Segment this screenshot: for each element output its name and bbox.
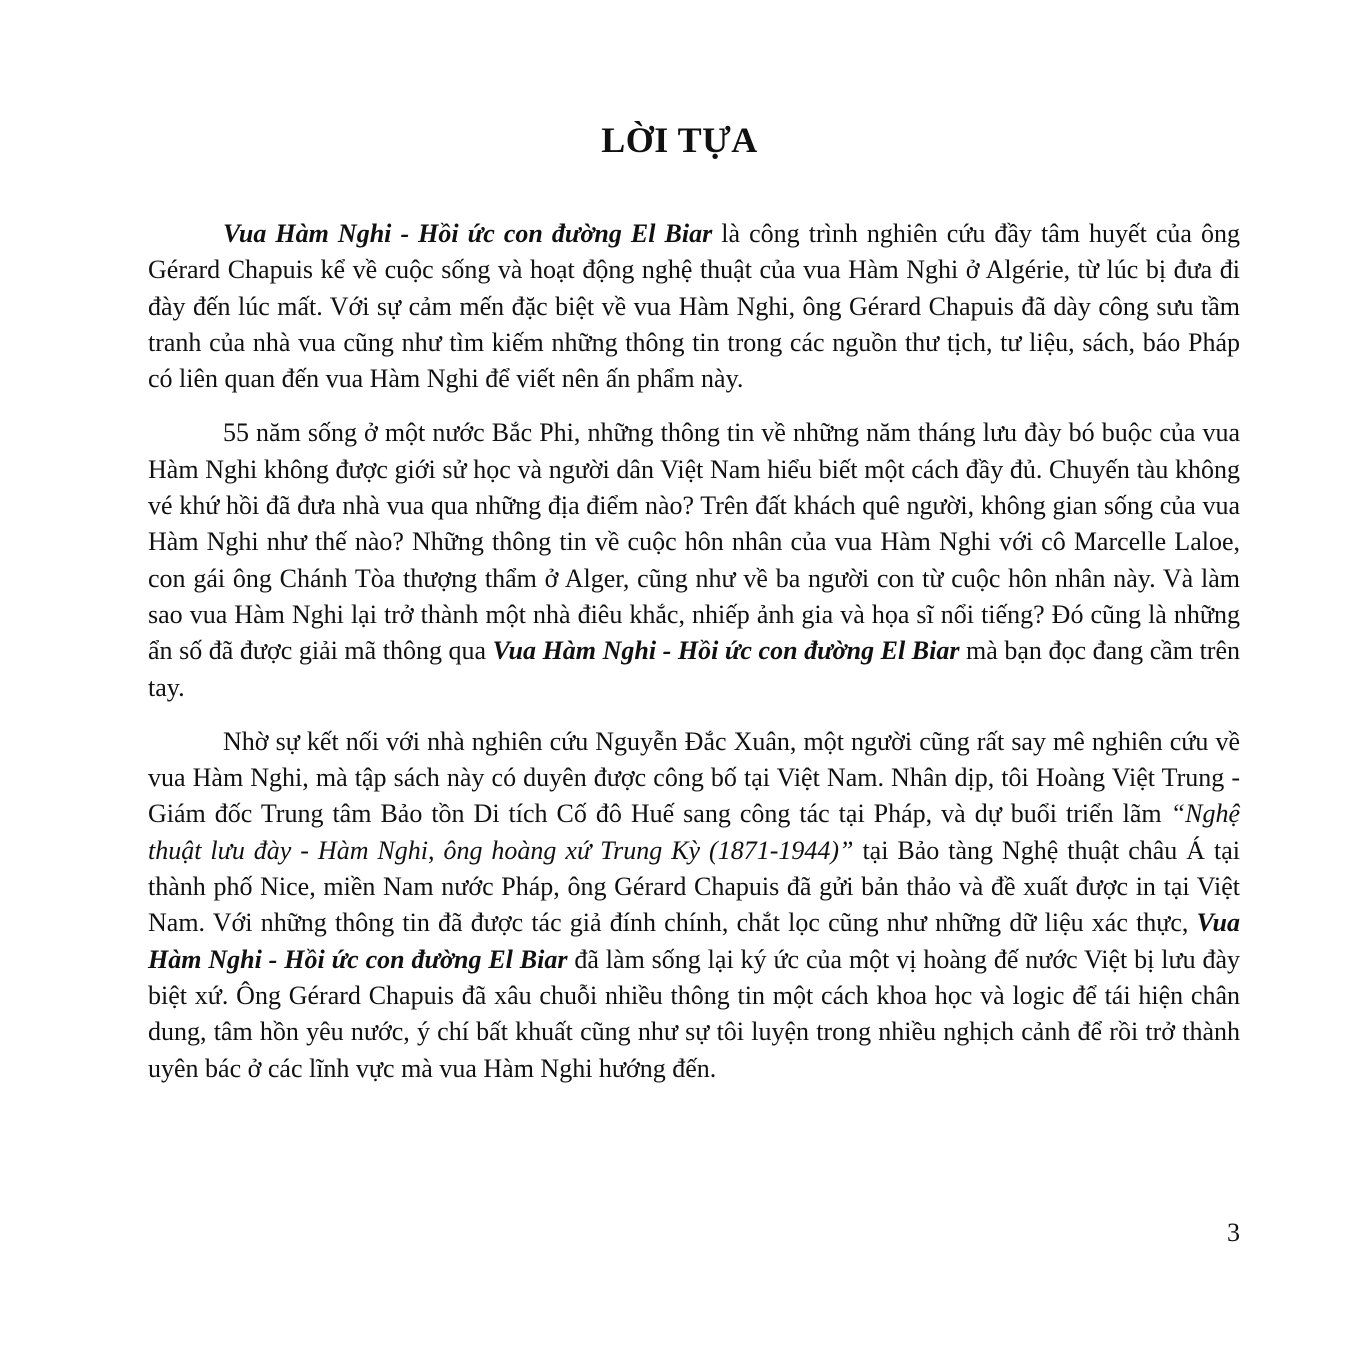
paragraph-text: mà bạn đọc đang cầm trên tay.	[148, 636, 1240, 702]
exhibition-title: “Nghệ thuật lưu đày - Hàm Nghi, ông hoàng xứ Trung Kỳ (1871-1944)”	[148, 799, 1240, 865]
paragraph-text: đã làm sống lại ký ức của một vị hoàng đế nước Việt bị lưu đày biệt xứ. Ông Gérard Chapuis đã xâu chuỗi nhiều thông tin một cách khoa học và logic để tái hiện chân dung, tâm hồn yêu nước, ý chí bất khuất cũng như sự tôi luyện trong nhiều nghịch cảnh để rồi trở thành uyên bác ở các lĩnh vực mà vua Hàm Nghi hướng đến.	[148, 944, 1240, 1083]
paragraph-text: Nhờ sự kết nối với nhà nghiên cứu Nguyễn Đắc Xuân, một người cũng rất say mê nghiên cứu về vua Hàm Nghi, mà tập sách này có duyên được công bố tại Việt Nam. Nhân dịp, tôi Hoàng Việt Trung - Giám đốc Trung tâm Bảo tồn Di tích Cố đô Huế sang công tác tại Pháp, và dự buổi triển lãm	[148, 726, 1240, 829]
book-title-reference: Vua Hàm Nghi - Hồi ức con đường El Biar	[223, 219, 713, 248]
body-text	[148, 216, 1240, 1105]
paragraph-2	[148, 415, 1240, 705]
book-title-reference: Vua Hàm Nghi - Hồi ức con đường El Biar	[148, 908, 1240, 974]
page-title: LỜI TỰA	[601, 120, 758, 160]
paragraph-text: 55 năm sống ở một nước Bắc Phi, những thông tin về những năm tháng lưu đày bó buộc của vua Hàm Nghi không được giới sử học và người dân Việt Nam hiểu biết một cách đầy đủ. Chuyến tàu không vé khứ hồi đã đưa nhà vua qua những địa điểm nào? Trên đất khách quê người, không gian sống của vua Hàm Nghi như thế nào? Những thông tin về cuộc hôn nhân của vua Hàm Nghi với cô Marcelle Laloe, con gái ông Chánh Tòa thượng thẩm ở Alger, cũng như về ba người con từ cuộc hôn nhân này. Và làm sao vua Hàm Nghi lại trở thành một nhà điêu khắc, nhiếp ảnh gia và họa sĩ nổi tiếng? Đó cũng là những ẩn số đã được giải mã thông qua	[148, 418, 1240, 666]
paragraph-text: tại Bảo tàng Nghệ thuật châu Á tại thành phố Nice, miền Nam nước Pháp, ông Gérard Chapuis đã gửi bản thảo và đề xuất được in tại Việt Nam. Với những thông tin đã được tác giả đính chính, chắt lọc cũng như những dữ liệu xác thực,	[148, 835, 1240, 938]
book-title-reference: Vua Hàm Nghi - Hồi ức con đường El Biar	[492, 636, 960, 666]
page-number: 3	[1227, 1218, 1240, 1247]
paragraph-3	[148, 724, 1240, 1087]
paragraph-1	[148, 216, 1240, 397]
paragraph-text: là công trình nghiên cứu đầy tâm huyết của ông Gérard Chapuis kể về cuộc sống và hoạt động nghệ thuật của vua Hàm Nghi ở Algérie, từ lúc bị đưa đi đày đến lúc mất. Với sự cảm mến đặc biệt về vua Hàm Nghi, ông Gérard Chapuis đã dày công sưu tầm tranh của nhà vua cũng như tìm kiếm những thông tin trong các nguồn thư tịch, tư liệu, sách, báo Pháp có liên quan đến vua Hàm Nghi để viết nên ấn phẩm này.	[148, 219, 1240, 394]
